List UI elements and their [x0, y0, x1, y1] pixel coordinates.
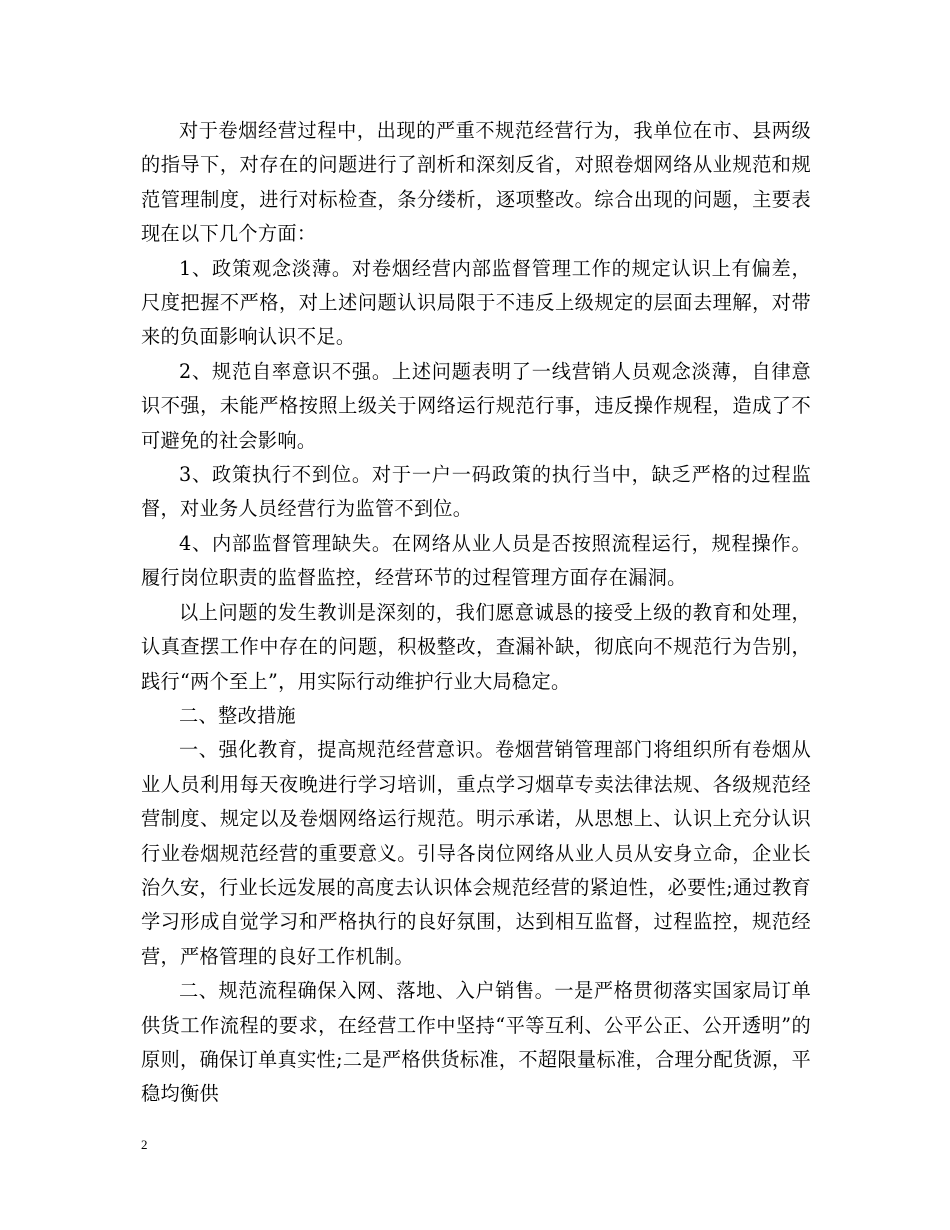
paragraph-issue-4: 4、内部监督管理缺失。在网络从业人员是否按照流程运行，规程操作。履行岗位职责的监督监控，经营环节的过程管理方面存在漏洞。 — [141, 531, 811, 590]
paragraph-lesson: 以上问题的发生教训是深刻的，我们愿意诚恳的接受上级的教育和处理，认真查摆工作中存在的问题，积极整改，查漏补缺，彻底向不规范行为告别，践行“两个至上”，用实际行动维护行业大局稳定。 — [141, 600, 811, 693]
section-heading-measures: 二、整改措施 — [179, 703, 296, 727]
page-number: 2 — [141, 1137, 148, 1152]
paragraph-issue-2: 2、规范自率意识不强。上述问题表明了一线营销人员观念淡薄，自律意识不强，未能严格按照上级关于网络运行规范行事，违反操作规程，造成了不可避免的社会影响。 — [141, 359, 811, 452]
paragraph-issue-1: 1、政策观念淡薄。对卷烟经营内部监督管理工作的规定认识上有偏差，尺度把握不严格，对上述问题认识局限于不违反上级规定的层面去理解，对带来的负面影响认识不足。 — [141, 256, 811, 349]
paragraph-intro: 对于卷烟经营过程中，出现的严重不规范经营行为，我单位在市、县两级的指导下，对存在的问题进行了剖析和深刻反省，对照卷烟网络从业规范和规范管理制度，进行对标检查，条分缕析，逐项整改。综合出现的问题，主要表现在以下几个方面： — [141, 119, 811, 246]
paragraph-measure-2: 二、规范流程确保入网、落地、入户销售。一是严格贯彻落实国家局订单供货工作流程的要求，在经营工作中坚持“平等互利、公平公正、公开透明”的原则，确保订单真实性;二是严格供货标准，不超限量标准，合理分配货源，平稳均衡供 — [141, 979, 811, 1106]
document-body — [141, 114, 811, 1112]
paragraph-measure-1: 一、强化教育，提高规范经营意识。卷烟营销管理部门将组织所有卷烟从业人员利用每天夜晚进行学习培训，重点学习烟草专卖法律法规、各级规范经营制度、规定以及卷烟网络运行规范。明示承诺，从思想上、认识上充分认识行业卷烟规范经营的重要意义。引导各岗位网络从业人员从安身立命，企业长治久安，行业长远发展的高度去认识体会规范经营的紧迫性，必要性;通过教育学习形成自觉学习和严格执行的良好氛围，达到相互监督，过程监控，规范经营，严格管理的良好工作机制。 — [141, 738, 811, 968]
paragraph-issue-3: 3、政策执行不到位。对于一户一码政策的执行当中，缺乏严格的过程监督，对业务人员经营行为监管不到位。 — [141, 463, 811, 521]
